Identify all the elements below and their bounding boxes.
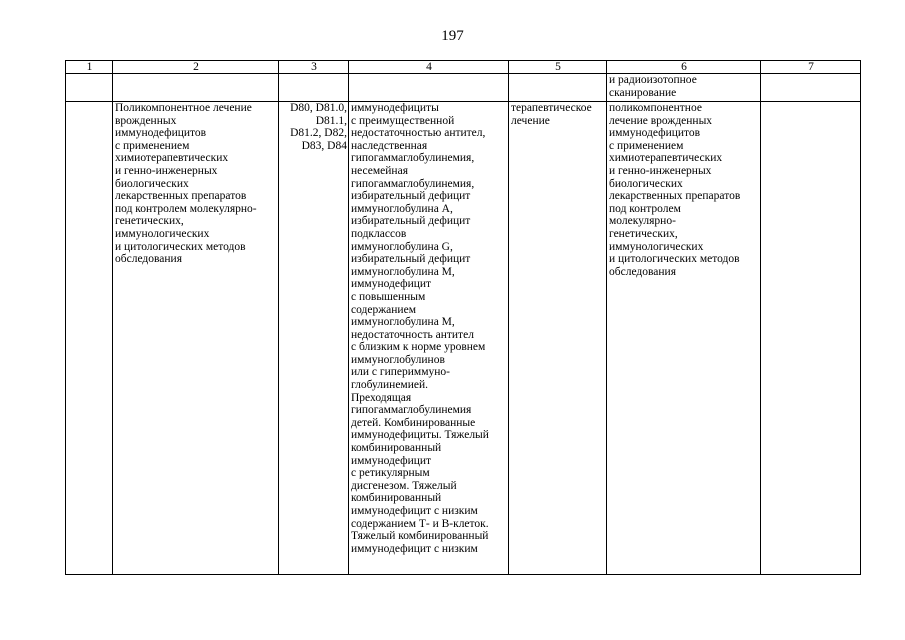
table-header-row [66, 61, 861, 74]
table-cell [349, 74, 509, 102]
treatment-method-cell: поликомпонентное лечение врожденных иммунодефицитов с применением химиотерапевтических и генно-инженерных биологических лекарственных препаратов под контролем молекулярно- генетических, иммунологических и цитологических методов обследования [607, 102, 761, 575]
column-header: 4 [349, 61, 509, 74]
medical-table [65, 60, 861, 575]
table-row [66, 74, 861, 102]
table-cell [66, 102, 113, 575]
table-row [66, 102, 861, 575]
column-header: 2 [113, 61, 279, 74]
page-number: 197 [441, 28, 464, 44]
column-header: 7 [761, 61, 861, 74]
column-header: 5 [509, 61, 607, 74]
table-cell [279, 74, 349, 102]
table-cell [509, 74, 607, 102]
diagnosis-cell: иммунодефициты с преимущественной недостаточностью антител, наследственная гипогаммаглобулинемия, несемейная гипогаммаглобулинемия, избирательный дефицит иммуноглобулина А, избирательный дефицит подклассов иммуноглобулина G, избирательный дефицит иммуноглобулина М, иммунодефицит с повышенным содержанием иммуноглобулина М, недостаточность антител с близким к норме уровнем иммуноглобулинов или с гипериммуно- глобулинемией. Преходящая гипогаммаглобулинемия детей. Комбинированные иммунодефициты. Тяжелый комбинированный иммунодефицит с ретикулярным дисгенезом. Тяжелый комбинированный иммунодефицит с низким содержанием Т- и В-клеток. Тяжелый комбинированный иммунодефицит с низким [349, 102, 509, 575]
table-cell [113, 74, 279, 102]
table-cell [66, 74, 113, 102]
table-cell [761, 102, 861, 575]
table-cell [761, 74, 861, 102]
table-cell: и радиоизотопное сканирование [607, 74, 761, 102]
column-header: 1 [66, 61, 113, 74]
treatment-name-cell: Поликомпонентное лечение врожденных иммунодефицитов с применением химиотерапевтических и генно-инженерных биологических лекарственных препаратов под контролем молекулярно- генетических, иммунологических и цитологических методов обследования [113, 102, 279, 575]
treatment-type-cell: терапевтическое лечение [509, 102, 607, 575]
column-header: 3 [279, 61, 349, 74]
column-header: 6 [607, 61, 761, 74]
icd-codes-cell: D80, D81.0, D81.1, D81.2, D82, D83, D84 [279, 102, 349, 575]
